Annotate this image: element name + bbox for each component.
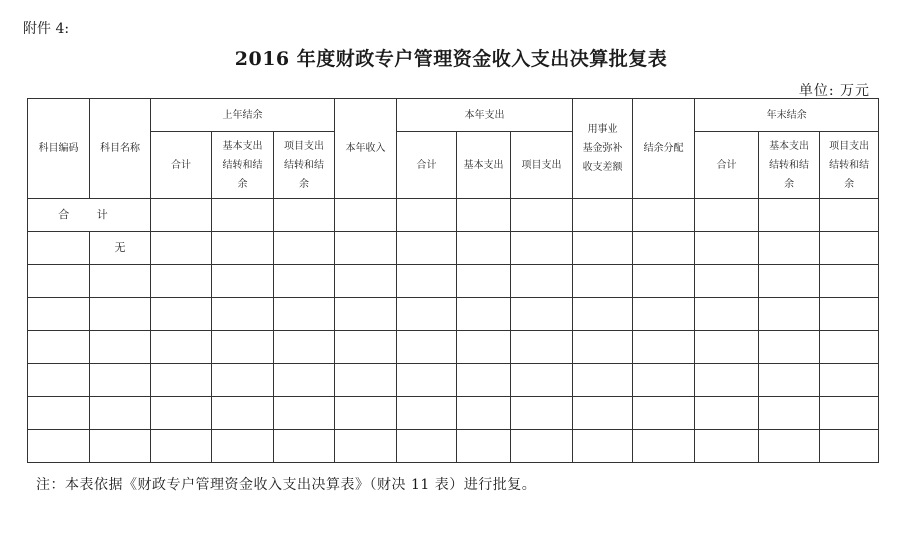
table-cell — [457, 331, 511, 364]
table-cell — [457, 199, 511, 232]
header-end-total: 合计 — [695, 132, 759, 199]
table-cell — [695, 397, 759, 430]
table-cell — [335, 430, 397, 463]
table-cell — [759, 232, 820, 265]
table-cell — [90, 397, 151, 430]
table-cell — [274, 397, 335, 430]
table-cell — [212, 364, 274, 397]
table-cell — [695, 298, 759, 331]
table-cell — [274, 199, 335, 232]
table-cell — [212, 232, 274, 265]
table-cell — [511, 430, 573, 463]
table-cell — [397, 232, 457, 265]
table-cell — [759, 331, 820, 364]
table-cell — [457, 397, 511, 430]
table-cell — [90, 265, 151, 298]
table-cell — [511, 199, 573, 232]
table-cell — [573, 331, 633, 364]
table-cell — [397, 331, 457, 364]
table-cell — [90, 298, 151, 331]
table-cell — [274, 265, 335, 298]
table-cell — [90, 364, 151, 397]
attachment-label: 附件 4: — [23, 21, 70, 37]
header-fund-diff: 用事业 基金弥补 收支差额 — [573, 99, 633, 199]
table-cell — [695, 265, 759, 298]
table-cell — [633, 232, 695, 265]
table-cell — [759, 199, 820, 232]
table-cell — [28, 298, 90, 331]
header-end-project: 项目支出 结转和结 余 — [820, 132, 879, 199]
table-cell — [28, 397, 90, 430]
table-cell — [633, 298, 695, 331]
table-cell — [759, 265, 820, 298]
header-exp-basic: 基本支出 — [457, 132, 511, 199]
table-row — [28, 232, 879, 265]
header-current-income: 本年收入 — [335, 99, 397, 199]
table-cell — [633, 265, 695, 298]
table-cell — [820, 232, 879, 265]
table-cell — [820, 430, 879, 463]
table-cell — [695, 331, 759, 364]
table-cell — [397, 397, 457, 430]
table-cell — [274, 430, 335, 463]
table-cell — [28, 265, 90, 298]
table-cell — [511, 232, 573, 265]
table-cell — [397, 298, 457, 331]
table-cell — [212, 199, 274, 232]
header-subject-code: 科目编码 — [28, 99, 90, 199]
table-cell — [820, 199, 879, 232]
table-cell — [511, 364, 573, 397]
header-prev-total: 合计 — [151, 132, 212, 199]
table-cell — [151, 430, 212, 463]
table-cell — [28, 331, 90, 364]
table-cell — [759, 397, 820, 430]
table-cell — [633, 397, 695, 430]
header-prev-basic: 基本支出 结转和结 余 — [212, 132, 274, 199]
table-cell — [633, 430, 695, 463]
table-cell — [695, 199, 759, 232]
table-cell — [759, 298, 820, 331]
table-cell — [90, 331, 151, 364]
table-cell — [573, 199, 633, 232]
table-cell — [397, 199, 457, 232]
unit-label: 单位: 万元 — [798, 83, 870, 99]
header-prev-project: 项目支出 结转和结 余 — [274, 132, 335, 199]
table-cell — [335, 199, 397, 232]
table-cell — [151, 265, 212, 298]
table-cell — [274, 331, 335, 364]
subject-name-cell: 无 — [90, 232, 151, 265]
table-cell — [633, 331, 695, 364]
table-cell — [633, 199, 695, 232]
table-cell — [511, 298, 573, 331]
footnote: 注：本表依据《财政专户管理资金收入支出决算表》（财决 11 表）进行批复。 — [36, 477, 537, 493]
table-cell — [151, 199, 212, 232]
header-prev-balance: 上年结余 — [151, 99, 335, 132]
table-cell — [397, 265, 457, 298]
header-surplus-dist: 结余分配 — [633, 99, 695, 199]
table-cell — [511, 265, 573, 298]
table-cell — [695, 430, 759, 463]
table-cell — [397, 430, 457, 463]
header-subject-name: 科目名称 — [90, 99, 151, 199]
table-cell — [457, 364, 511, 397]
table-row — [28, 397, 879, 430]
table-cell — [820, 265, 879, 298]
table-cell — [820, 397, 879, 430]
table-cell — [335, 298, 397, 331]
table-row — [28, 298, 879, 331]
table-cell — [573, 364, 633, 397]
table-cell — [28, 364, 90, 397]
table-cell — [28, 430, 90, 463]
table-cell — [335, 397, 397, 430]
table-cell — [457, 232, 511, 265]
table-cell — [28, 232, 90, 265]
table-cell — [820, 298, 879, 331]
table-cell — [274, 298, 335, 331]
table-cell — [151, 298, 212, 331]
table-cell — [335, 331, 397, 364]
table-cell — [335, 364, 397, 397]
table-cell — [151, 331, 212, 364]
table-cell — [212, 430, 274, 463]
table-cell — [511, 331, 573, 364]
table-cell — [573, 397, 633, 430]
table-cell — [212, 331, 274, 364]
table-cell — [212, 298, 274, 331]
table-cell — [820, 364, 879, 397]
table-cell — [820, 331, 879, 364]
table-cell — [511, 397, 573, 430]
header-exp-project: 项目支出 — [511, 132, 573, 199]
table-cell — [573, 265, 633, 298]
table-cell — [151, 397, 212, 430]
table-cell — [457, 430, 511, 463]
table-cell — [397, 364, 457, 397]
table-cell — [274, 232, 335, 265]
table-cell — [573, 232, 633, 265]
table-cell — [335, 232, 397, 265]
table-cell — [90, 430, 151, 463]
table-cell — [573, 298, 633, 331]
page-title: 2016 年度财政专户管理资金收入支出决算批复表 — [234, 48, 668, 70]
table-cell — [633, 364, 695, 397]
budget-table — [27, 98, 879, 463]
table-cell — [212, 265, 274, 298]
table-cell — [573, 430, 633, 463]
table-cell — [335, 265, 397, 298]
total-row — [28, 199, 879, 232]
table-cell — [759, 364, 820, 397]
table-cell — [695, 232, 759, 265]
table-cell — [759, 430, 820, 463]
total-label: 合 计 — [28, 199, 151, 232]
table-cell — [151, 364, 212, 397]
table-row — [28, 331, 879, 364]
header-end-balance: 年末结余 — [695, 99, 879, 132]
table-row — [28, 265, 879, 298]
header-exp-total: 合计 — [397, 132, 457, 199]
table-row — [28, 430, 879, 463]
table-cell — [695, 364, 759, 397]
table-cell — [457, 298, 511, 331]
table-cell — [457, 265, 511, 298]
header-current-expense: 本年支出 — [397, 99, 573, 132]
table-cell — [274, 364, 335, 397]
table-row — [28, 364, 879, 397]
table-cell — [212, 397, 274, 430]
header-end-basic: 基本支出 结转和结 余 — [759, 132, 820, 199]
table-cell — [151, 232, 212, 265]
